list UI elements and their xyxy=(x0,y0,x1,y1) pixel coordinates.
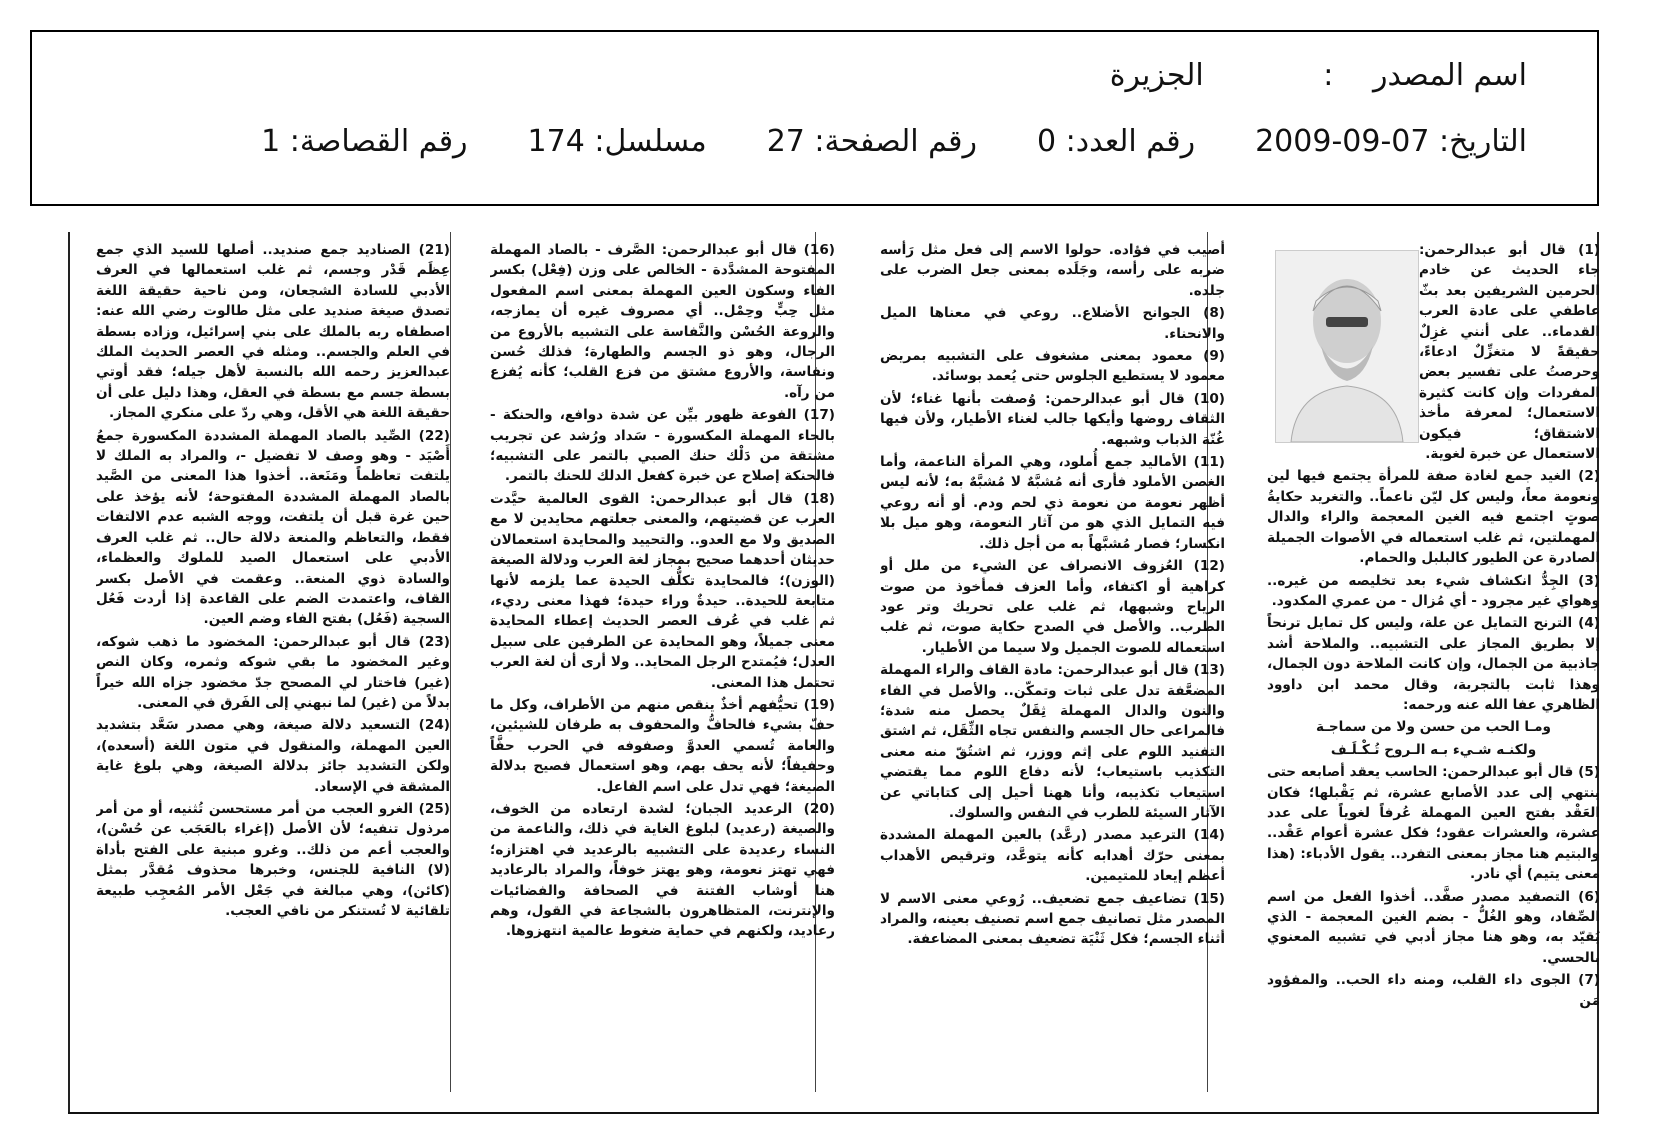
article-column-4 xyxy=(96,240,450,1108)
portrait-icon xyxy=(1276,251,1418,442)
paragraph: (2) الغيد جمع لغادة صفة للمرأة يجتمع فيها لين ونعومة معاً، وليس كل ليّن ناعماً.. والتغريد حكايةُ صوتٍ اجتمع فيه الغين المعجمة والراء والدال المهملتين، ثم غلب استعماله في الأصوات الجميلة الصادرة عن الطيور كالبلبل والحمام. xyxy=(1267,468,1600,567)
paragraph: (18) قال أبو عبدالرحمن: القوى العالمية حيَّدت العرب عن قضيتهم، والمعنى جعلتهم محايدين لا مع الصديق ولا مع العدو.. والتحييد والمحايدة استعمالان حديثان أحدهما صحيح بمجاز لغة العرب ودلالة الصيغة (الوزن)؛ فالمحايدة تكلُّف الحيدة عما يلزمه لأنها متابعة للحيدة.. حيدةٌ وراء حيدة؛ فهذا معنى رديء، ثم غلب في عُرف العصر الحديث إعطاء المحايدة معنى جميلاً، وهو المحايدة عن الطرفين على سبيل العدل؛ فيُمتدح الرجل المحايد.. ولا أرى أن لغة العرب تحتمل هذا المعنى. xyxy=(490,490,835,691)
issue-field: رقم العدد: 0 xyxy=(1036,124,1196,159)
paragraph: (13) قال أبو عبدالرحمن: مادة القاف والراء المهملة المضعَّفة تدل على ثبات وتمكّن.. والأصل في الفاء والنون والدال المهملة ثِقَلٌ يحصل منه شدة؛ فالمراعى حال الجسم والنفس تجاه الثِّقَل، ثم اشتق التفنيد اللوم على إثم ووزر، ثم اشتُقّ منه معنى التكذيب باستيعاب؛ لأنه دفاع اللوم مما يقتضي استيعاب تكذيبه، وأنا ههنا أحيل إلى كتاباتي عن الآثار السيئة للطرب في النفس والسلوك. xyxy=(880,662,1225,821)
source-label: اسم المصدر xyxy=(1372,58,1527,93)
article-column-1 xyxy=(1267,240,1600,1108)
paragraph: (15) تضاعيف جمع تضعيف.. رُوعي معنى الاسم لا المصدر مثل تصانيف جمع اسم تصنيف بعينه، والمراد أثناء الجسم؛ فكل ثَنْيَة تضعيف بمعنى المضاعفة. xyxy=(880,890,1225,948)
verse-line: ومـا الحب من حسن ولا من سماجـة xyxy=(1316,719,1551,736)
paragraph: (12) العُزوف الانصراف عن الشيء من ملل أو كراهية أو اكتفاء، وأما العزف فمأخوذ من صوت الرياح وشبهها، ثم غلب على تحريك وتر عود الطرب.. والأصل في الصدح حكاية صوت، ثم غلب استعماله للصوت الجميل ولا سيما من الأطيار. xyxy=(880,558,1225,656)
paragraph: (7) الجوى داء القلب، ومنه داء الحب.. والمفؤود مَن xyxy=(1267,972,1600,1009)
paragraph: (5) قال أبو عبدالرحمن: الحاسب يعقد أصابعه حتى ينتهي إلى عدد الأصابع عشرة، ثم يَقْبلها؛ فكان العَقْد بفتح العين المهملة عُرفاً لغوياً على عدد عشرة، والعشرات عقود؛ فكل عشرة أعوام عَقْد.. والبتيم هنا مجاز بمعنى التفرد.. يقول الأدباء: (هذا معنى يتيم) أي نادر. xyxy=(1267,764,1600,883)
paragraph: (6) التصفيد مصدر صفَّد.. أخذوا الفعل من اسم الصِّفاد، وهو الغُلُّ - بضم الغين المعجمة - الذي يُقيّد به، وهو هنا مجاز أدبي في تشبيه المعنوي بالحسي. xyxy=(1267,888,1600,966)
paragraph: (19) تحيُّفهم أخذٌ ينقص منهم من الأطراف، وكل ما حفّ بشيء فالحافُّ والمحفوف به طرفان للشيئين، والعامة تُسمي العدوَّ وصفوفه في الحرب حفَّاً وحفيفاً؛ لأنه يحف بهم، وهو استعمال فصيح بدلالة الصيغة؛ فهي تدل على اسم الفاعل. xyxy=(490,696,835,795)
clip-field: رقم القصاصة: 1 xyxy=(261,124,468,159)
date-field: التاريخ: 07-09-2009 xyxy=(1255,124,1527,159)
paragraph: (10) قال أبو عبدالرحمن: وُصفت بأنها غناء؛ لأن الثقاف روضها وأيكها جالب لغناء الأطيار، ولأن فيها غُنّة الذباب وشبهه. xyxy=(880,390,1225,448)
paragraph: (3) الجِدُّ انكشاف شيء بعد تخليصه من غيره.. وهواي غير مجرود - أي مُزال - من عمري المكدود. xyxy=(1267,572,1600,609)
paragraph: (23) قال أبو عبدالرحمن: المخضود ما ذهب شوكه، وغير المخضود ما بقي شوكه وثمره، وكان النص (غير) فاختار لي المصحح جدّ مخضود جزاه الله خيراً بدلاً من (غير) لما نبهني إلى الفَرق في المعنى. xyxy=(96,633,450,711)
paragraph: (14) الترعيد مصدر (رعَّد) بالعين المهملة المشددة بمعنى حرّك أهدابه كأنه يتوعَّد، وترقيص الأهداب أعظم إيعاد للمتيمين. xyxy=(880,827,1225,885)
frame-bottom-border xyxy=(68,1112,1599,1114)
paragraph: (11) الأماليد جمع أُملود، وهي المرأة الناعمة، وأما الغصن الأملود فأرى أنه مُشبَّهٌ لا مُشبَّهٌ به؛ لأنه ليس أظهر نعومة من نعومة ذي لحم ودم. أو أنه روعي فيه التمايل الذي هو من آثار النعومة، وهو ميل بلا انكسار؛ فصار مُشبَّهاً به من أجل ذلك. xyxy=(880,454,1225,552)
article-column-3 xyxy=(490,240,835,1108)
serial-field: مسلسل: 174 xyxy=(527,124,707,159)
paragraph: (24) التسعيد دلالة صيغة، وهي مصدر سَعَّد بتشديد العين المهملة، والمنقول في متون اللغة (أسعده)، ولكن التشديد جائز بدلالة الصيغة، وهي بلوغ غاية المشقة في الإسعاد. xyxy=(96,717,450,795)
paragraph: (22) الصِّيد بالصاد المهملة المشددة المكسورة جمعُ أَصْيَد - وهو وصف لا تفضيل -، والمراد به الملك لا يلتفت تعاظماً ومَنَعة.. أخذوا هذا المعنى من الصَّيد بالصاد المهملة المشددة المفتوحة؛ لأنه يؤخذ على حين غرة قبل أن يلتفت، ووجه الشبه عدم الالتفات فقط، والتعاظم والمنعة دلالة حال.. ثم غلب العرف الأدبي على استعمال الصيد للملوك والعظماء، والسادة ذوي المنعة.. وعقمت في الأصل بكسر القاف، واعتمدت الضم على القاعدة إذا أردت فَعُل السجية (فَعُل) بفتح الفاء وضم العين. xyxy=(96,427,450,628)
article-clipping xyxy=(68,240,1600,1108)
page-field: رقم الصفحة: 27 xyxy=(766,124,977,159)
article-column-2 xyxy=(880,240,1225,1108)
paragraph: (20) الرعديد الجبان؛ لشدة ارتعاده من الخوف، والصيغة (رعديد) لبلوغ الغاية في ذلك، والناعمة من النساء رعديدة على التشبيه بالرعديد في اهتزازه؛ فهي تهتز نعومة، وهو يهتز خوفاً، والمراد بالرعاديد هنا أوشاب الفتنة في الصحافة والفضائيات والإنترنت، المتظاهرون بالشجاعة في القول، وهم رعاديد، ولكنهم في حماية ضغوط عالمية انتهزوها. xyxy=(490,800,835,940)
paragraph: (17) الفوعة ظهور بيِّن عن شدة دوافع، والحنكة - بالحاء المهملة المكسورة - سَداد ورُشد عن تجريب مشتقة من دَلْك حنك الصبي بالتمر على التشبيه؛ فالحنكة إصلاح عن خبرة كفعل الدلك للحنك بالتمر. xyxy=(490,407,835,485)
meta-line xyxy=(261,124,1527,159)
paragraph: (8) الجوانح الأضلاع.. روعي في معناها الميل والانحناء. xyxy=(880,305,1225,342)
source-value: الجزيرة xyxy=(1109,58,1204,93)
paragraph: (25) الغرو العجب من أمر مستحسن تُثنيه، أو من أمر مرذول تنفيه؛ لأن الأصل (إغراء بالعَجَب عن حُسْن)، والعجب أعم من ذلك.. وغرو مبنية على الفتح بأداة (لا) النافية للجنس، وخبرها محذوف مُقدَّر بمثل (كائن)، وهي مبالغة في جَعْل الأمر المُعجِب طبيعة تلقائية لا تُستنكر من نافي العجب. xyxy=(96,800,450,919)
author-photo xyxy=(1275,250,1419,443)
verse-line: ولكنـه شـيء بـه الـروح تُـكْـلَـف xyxy=(1330,741,1537,758)
paragraph: (21) الصناديد جمع صنديد.. أصلها للسيد الذي جمع عِظَم قَدْر وجسم، ثم غلب استعمالها في العرف الأدبي للسادة الشجعان، ومن ناحية حقيقة اللغة تصدق صيغة صنديد على مثل طالوت رضي الله عنه: اصطفاه ربه بالملك على بني إسرائيل، وزاده بسطة في العلم والجسم.. ومثله في العصر الحديث الملك عبدالعزيز رحمه الله بالنسبة لأهل جيله؛ فقد أوتي بسطة جسم مع بسطة في العقل، وهذا دليل على أن حقيقة اللغة هي الأقل، وهي ردّ على منكري المجاز. xyxy=(96,242,450,422)
paragraph: (4) الترنح التمايل عن علة، وليس كل تمايل ترنحاً إلا بطريق المجاز على التشبيه.. والملاحة أشد جاذبية من الجمال، وإن كانت الملاحة دون الجمال، وهذا ثابت بالتجربة، وقال محمد ابن داوود الظاهري عفا الله عنه ورحمه: xyxy=(1267,615,1600,713)
paragraph: (16) قال أبو عبدالرحمن: الصَّرف - بالصاد المهملة المفتوحة المشدَّدة - الخالص على وزن (فِعْل) بكسر الفاء وسكون العين المهملة بمعنى اسم المفعول مثل حِبٍّ وحِمْل.. أي مصروف غيره أن يمازجه، والروعة الحُسْن والنَّفاسة على التشبيه بالأروع من الرجال، وهو ذو الجسم والطهارة؛ فذلك حُسن ونفاسة، والأروع مشتق من فزع القلب؛ كأنه يُفزع من رآه. xyxy=(490,242,835,401)
paragraph: أُصيب في فؤاده. حولوا الاسم إلى فعل مثل رَأْسه ضربه على رأسه، وجَلَده بمعنى جعل الضرب على جلده. xyxy=(880,242,1225,299)
source-colon: : xyxy=(1323,58,1334,93)
paragraph: (9) معمود بمعنى مشغوف على التشبيه بمريض معمود لا يستطيع الجلوس حتى يُعمد بوسائد. xyxy=(880,348,1225,385)
paragraph: (1) قال أبو عبدالرحمن: جاء الحديث عن خادم الحرمين الشريفين بعد بثّ عاطفي على عادة العرب القدماء.. على أنني غزِلٌ حقيقةً لا متغزِّلٌ ادعاءً، وحرصتُ على تفسير بعض المفردات وإن كانت كثيرة الاستعمال؛ لمعرفة مأخذ الاشتقاق؛ فيكون الاستعمال عن خبرة لغوية. xyxy=(1419,242,1600,463)
source-info-box xyxy=(30,30,1599,206)
source-line xyxy=(1110,58,1527,93)
